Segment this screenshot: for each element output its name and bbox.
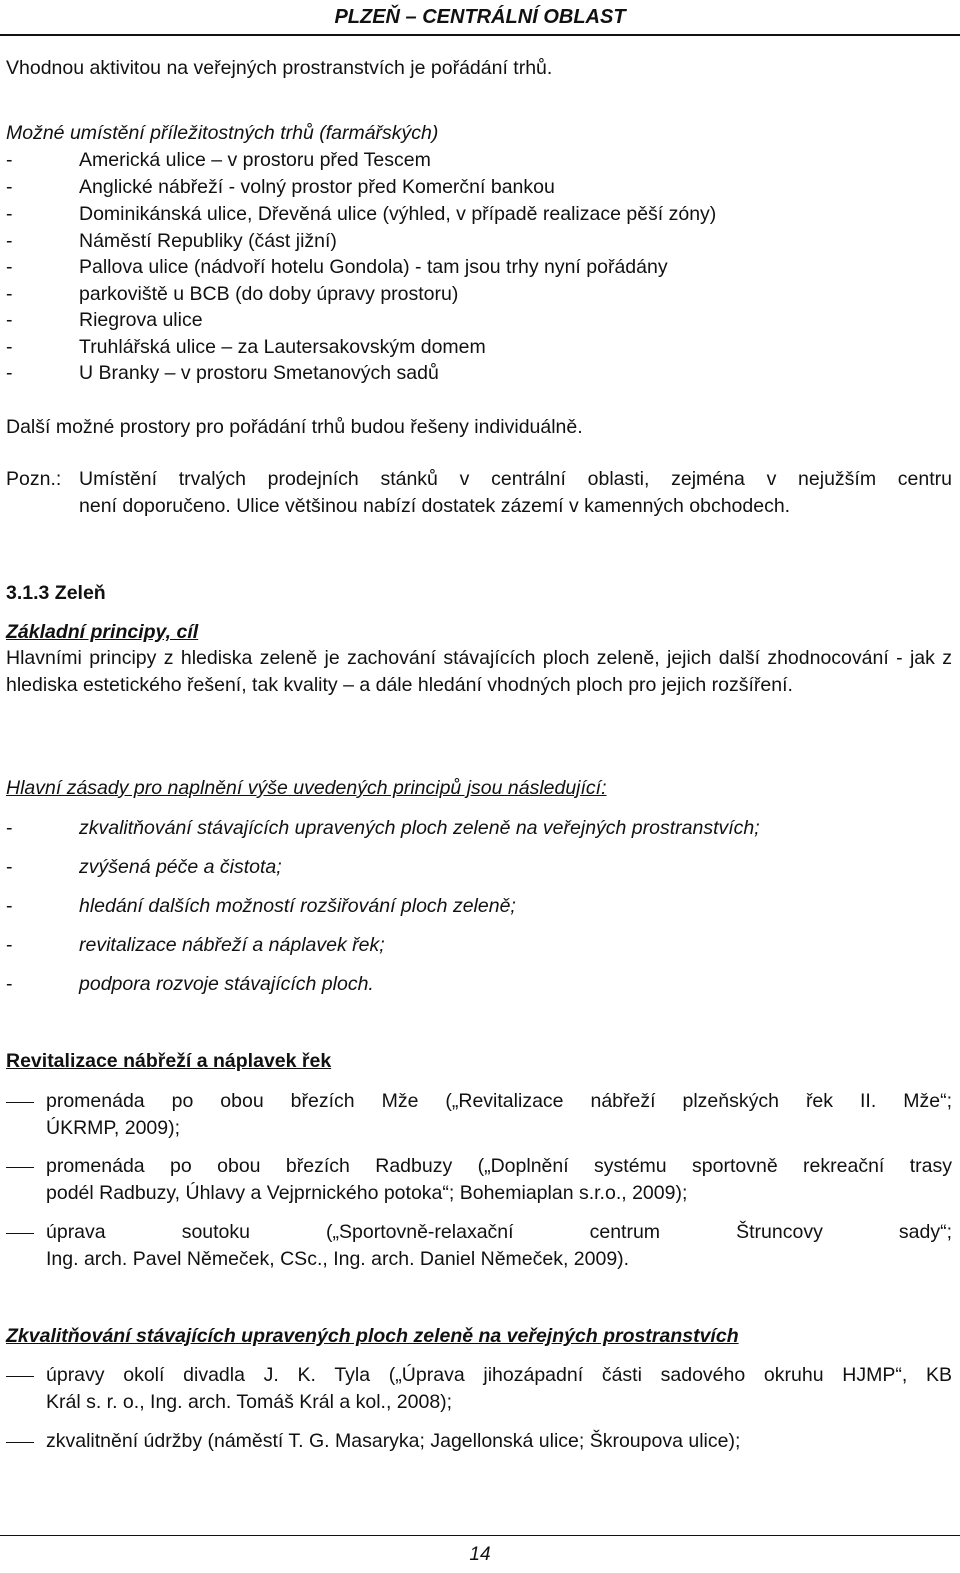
dash-marker [6, 1167, 34, 1168]
note-label: Pozn.: [6, 468, 62, 490]
location-item: - Pallova ulice (nádvoří hotelu Gondola) - tam jsou trhy nyní pořádány [6, 256, 668, 278]
principle-item: - zvýšená péče a čistota; [6, 856, 282, 878]
principle-item: - hledání dalších možností rozšiřování ploch zeleně; [6, 895, 516, 917]
location-item: - U Branky – v prostoru Smetanových sadů [6, 362, 439, 384]
dash-marker [6, 1376, 34, 1377]
improvement-heading: Zkvalitňování stávajících upravených ploch zeleně na veřejných prostranstvích [6, 1325, 739, 1347]
locations-heading: Možné umístění příležitostných trhů (farmářských) [6, 122, 439, 144]
location-item: - Náměstí Republiky (část jižní) [6, 230, 337, 252]
header-rule [0, 34, 960, 36]
principle-item: - zkvalitňování stávajících upravených ploch zeleně na veřejných prostranstvích; [6, 817, 760, 839]
improvement-item: úpravy okolí divadla J. K. Tyla („Úprava jihozápadní části sadového okruhu HJMP“, KB Král s. r. o., Ing. arch. Tomáš Král a kol., 2008); [6, 1362, 952, 1416]
note-line-2: není doporučeno. Ulice většinou nabízí dostatek zázemí v kamenných obchodech. [79, 495, 791, 517]
revitalization-heading: Revitalizace nábřeží a náplavek řek [6, 1050, 332, 1072]
section-number: 3.1.3 Zeleň [6, 582, 106, 604]
principles-heading: Hlavní zásady pro naplnění výše uvedených principů jsou následující: [6, 777, 607, 799]
intro-text: Vhodnou aktivitou na veřejných prostranstvích je pořádání trhů. [6, 57, 553, 79]
location-item: - Truhlářská ulice – za Lautersakovským domem [6, 336, 486, 358]
location-item: - Americká ulice – v prostoru před Tescem [6, 149, 431, 171]
note [6, 466, 952, 520]
location-item: - Anglické nábřeží - volný prostor před Komerční bankou [6, 176, 555, 198]
location-item: - Riegrova ulice [6, 309, 203, 331]
footer-rule [0, 1535, 960, 1536]
principle-item: - revitalizace nábřeží a náplavek řek; [6, 934, 385, 956]
section-paragraph: Hlavními principy z hlediska zeleně je zachování stávajících ploch zeleně, jejich další zhodnocování - jak z hlediska estetického řešení, tak kvality – a dále hledání vhodných ploch pro jejich rozšíření. [6, 647, 952, 696]
page-number: 14 [469, 1544, 491, 1565]
section-subheading: Základní principy, cíl [6, 621, 199, 643]
revitalization-item: promenáda po obou březích Mže („Revitalizace nábřeží plzeňských řek II. Mže“; ÚKRMP, 2009); [6, 1088, 952, 1142]
revitalization-item: promenáda po obou březích Radbuzy („Doplnění systému sportovně rekreační trasy podél Radbuzy, Úhlavy a Vejprnického potoka“; Bohemiaplan s.r.o., 2009); [6, 1153, 952, 1207]
note-line-1: Umístění trvalých prodejních stánků v centrální oblasti, zejména v nejužším centru [79, 468, 952, 490]
header-title: PLZEŇ – CENTRÁLNÍ OBLAST [334, 6, 626, 28]
dash-marker [6, 1233, 34, 1234]
revitalization-item: úprava soutoku („Sportovně-relaxační centrum Štruncovy sady“; Ing. arch. Pavel Němeček, CSc., Ing. arch. Daniel Němeček, 2009). [6, 1219, 952, 1273]
location-item: - parkoviště u BCB (do doby úpravy prostoru) [6, 283, 459, 305]
dash-marker [6, 1102, 34, 1103]
dash-marker [6, 1442, 34, 1443]
principle-item: - podpora rozvoje stávajících ploch. [6, 973, 374, 995]
improvement-item: zkvalitnění údržby (náměstí T. G. Masaryka; Jagellonská ulice; Škroupova ulice); [6, 1428, 952, 1455]
location-item: - Dominikánská ulice, Dřevěná ulice (výhled, v případě realizace pěší zóny) [6, 203, 717, 225]
further-text: Další možné prostory pro pořádání trhů budou řešeny individuálně. [6, 416, 583, 438]
